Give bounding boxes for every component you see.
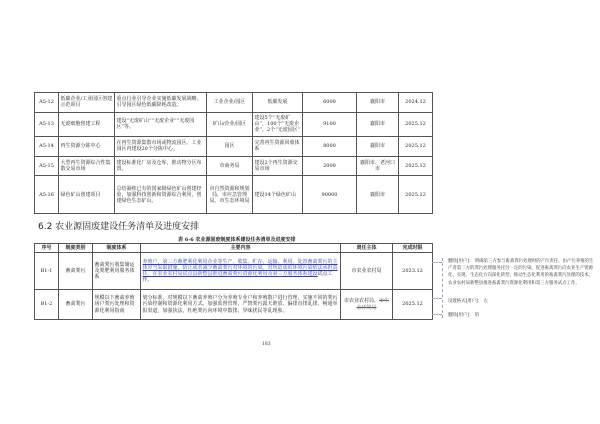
project-subject: 园区: [207, 136, 253, 156]
project-subject: 市自然资源和规划局、市应急管理局、市生态环境局: [207, 176, 253, 214]
project-type: 低碳发展: [253, 93, 303, 113]
project-table-a5: [34, 92, 433, 214]
table-caption: 表 6-6 农业源固废制度体系建设任务清单及进度安排: [178, 237, 296, 243]
project-place: 襄阳市、老河口市: [357, 156, 399, 176]
project-name: 低碳企业/工业园区创建示范项目: [59, 93, 115, 113]
owner-text: 市农业农村局、: [343, 298, 379, 305]
comment-balloon[interactable]: 设置格式[用户]： 左: [448, 299, 488, 304]
section-heading: 6.2 农业源固废建设任务清单及进度安排: [38, 222, 200, 232]
header-cell: 制度类别: [59, 244, 93, 253]
row-content: [141, 253, 341, 290]
project-content: 在再生资源集散市场或物流园区、工业园区内建设20个分拣中心。: [115, 136, 207, 156]
project-content: 总结凝练已有的国家级绿色矿山创建经验，加强科技创新和资源综合利用，创建绿色生态矿山。: [115, 176, 207, 214]
row-category: 畜禽粪污: [59, 290, 93, 320]
project-time: 2025.12: [399, 112, 433, 136]
table-row: [35, 112, 433, 136]
table-row: [35, 136, 433, 156]
row-content-tail: 试点工作。: [142, 271, 333, 284]
table-row: [35, 290, 433, 320]
comment-connector: [432, 262, 442, 263]
row-category: 畜禽粪污: [59, 253, 93, 290]
row-id: A5-15: [35, 156, 59, 176]
project-name: 绿色矿山创建项目: [59, 176, 115, 214]
table-row: [35, 253, 433, 290]
deleted-text[interactable]: 市生态环境局: [356, 298, 390, 311]
row-id: A5-12: [35, 93, 59, 113]
project-subject: 市商务局: [207, 156, 253, 176]
task-table-b1: [34, 243, 433, 320]
project-type: 建设5个“无废矿山”，100个“无废企业”，2个“无废园区”: [253, 112, 303, 136]
row-id: B1-2: [35, 290, 59, 320]
project-content: 建设标准化厂房及仓库，推动物分区布置。: [115, 156, 207, 176]
project-place: 襄阳市: [357, 176, 399, 214]
project-place: 襄阳市: [357, 136, 399, 156]
project-place: 襄阳市: [357, 93, 399, 113]
project-name: 大型再生资源综合性集散交易市场: [59, 156, 115, 176]
project-time: 2025.12: [399, 156, 433, 176]
row-id: A5-14: [35, 136, 59, 156]
comment-connector: [432, 314, 442, 315]
comment-balloon[interactable]: 删除[用户]： 明确第三方参与畜禽粪污处理时的产污责任，由产污养殖的生产者第三方的粪污处理服务托付一定的污染，促进畜禽粪污向农业生产资源化、实现、生态化方向深化转型，推动生态化利用的畜禽粪污处理的技术。农业农村局新整县推进畜禽粪污资源化利用和第三方服务试点工作。: [448, 259, 594, 286]
row-content: 划分标准，对规模以下畜禽养殖户分为养殖专业户和养殖散户进行管理，实施不同的粪污污染控制和资源化利用方式。加强监督管理，严禁粪污露天堆放、偏排直排乱排，畅通举报渠道，加强执法，杜绝粪污向环境中散排、异味扰民等乱现象。: [141, 290, 341, 320]
project-amount: 6000: [303, 93, 357, 113]
header-cell: 主要内容: [141, 244, 341, 253]
project-name: 再生资源分拣中心: [59, 136, 115, 156]
table-row: [35, 156, 433, 176]
comment-connector: [432, 298, 442, 299]
page-number: 183: [262, 342, 271, 347]
project-type: 建设2个再生资源交易市场: [253, 156, 303, 176]
project-amount: 2000: [303, 156, 357, 176]
table-row: [35, 93, 433, 113]
row-owner: 市农业农村局: [341, 253, 393, 290]
project-type: 建设14个绿色矿山: [253, 176, 303, 214]
header-cell: 序号: [35, 244, 59, 253]
tracked-change-text[interactable]: 养殖户，第三方畜肥利化利用企业等生产、收集、贮存、运输、利用、处置畜禽粪污的主体应当采取措施，防止或者减少畜禽粪污对环境的污染。对所造成的环境污染依法承担责任。在农业农村局试点县新整县推进畜禽粪污资源化利用及第三方服务体系建设: [142, 258, 338, 277]
project-subject: 工业企业/园区: [207, 93, 253, 113]
row-deadline: 2023.12: [393, 253, 433, 290]
row-system: 畜禽粪污收集储运及粪肥利用服务体系: [93, 253, 141, 290]
row-system: 规模以下畜禽养殖场户粪污处理和资源化利用指南: [93, 290, 141, 320]
table-header-row: [35, 244, 433, 253]
header-cell: 完成时限: [393, 244, 433, 253]
comment-balloon[interactable]: 删除[用户]： 的: [448, 313, 480, 318]
project-time: 2025.12: [399, 176, 433, 214]
row-id: A5-13: [35, 112, 59, 136]
row-id: B1-1: [35, 253, 59, 290]
project-place: 襄阳市: [357, 112, 399, 136]
project-type: 完善再生资源回收体系: [253, 136, 303, 156]
project-content: 重点行业引导企业实施低碳发展战略，引导园区绿色低碳降耗改造。: [115, 93, 207, 113]
row-deadline: 2025.12: [393, 290, 433, 320]
project-time: 2024.12: [399, 93, 433, 113]
project-name: 无废细胞创建工程: [59, 112, 115, 136]
header-cell: 制度体系: [93, 244, 141, 253]
row-id: A5-16: [35, 176, 59, 214]
project-content: 建设“无废矿山”“无废企业”“无废园区”等。: [115, 112, 207, 136]
table-row: [35, 176, 433, 214]
project-amount: 9100: [303, 112, 357, 136]
project-subject: 矿山/企业/园区: [207, 112, 253, 136]
comment-connector: [442, 258, 443, 318]
project-amount: 8000: [303, 136, 357, 156]
project-time: 2025.12: [399, 136, 433, 156]
header-cell: 责任主体: [341, 244, 393, 253]
project-amount: 90000: [303, 176, 357, 214]
row-owner: [341, 290, 393, 320]
